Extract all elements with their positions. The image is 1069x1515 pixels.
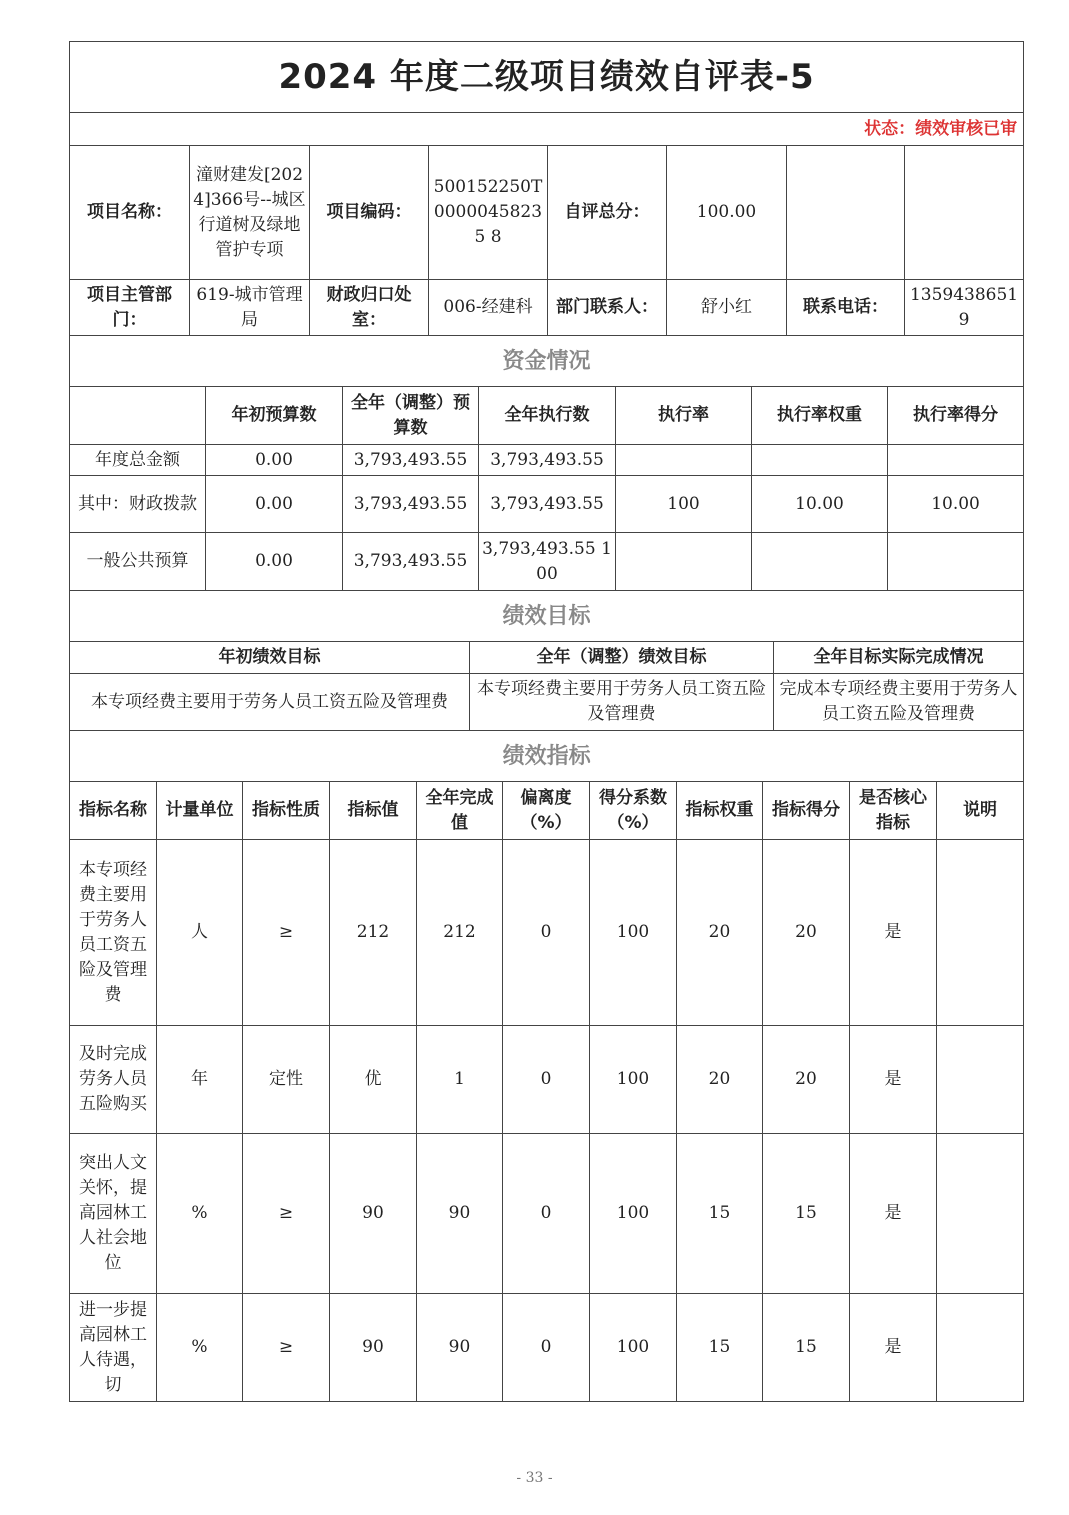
score-value: 100.00: [667, 146, 787, 280]
project-name-label: 项目名称：: [70, 146, 190, 280]
table-row: [70, 1134, 1024, 1294]
indicator-header: 说明: [937, 782, 1024, 840]
funds-cell: 3,793,493.55: [343, 476, 479, 533]
contact-value: 舒小红: [667, 280, 787, 336]
funds-cell: 3,793,493.55: [343, 533, 479, 591]
goals-section-title: 绩效目标: [70, 591, 1024, 642]
indicator-cell: 20: [677, 1026, 763, 1134]
indicator-cell: [937, 1294, 1024, 1402]
table-row: [70, 476, 1024, 533]
indicator-cell: [937, 1134, 1024, 1294]
indicator-cell: 优: [330, 1026, 417, 1134]
indicator-cell: 年: [157, 1026, 243, 1134]
funds-cell: 3,793,493.55: [479, 476, 616, 533]
indicator-cell: 15: [677, 1294, 763, 1402]
indicator-cell: 进一步提高园林工人待遇，切: [70, 1294, 157, 1402]
table-row: [70, 674, 1024, 731]
table-row: [70, 1026, 1024, 1134]
indicator-cell: 15: [677, 1134, 763, 1294]
indicator-cell: ≥: [243, 1294, 330, 1402]
status-badge: 状态：绩效审核已审: [70, 113, 1024, 146]
indicator-header: 计量单位: [157, 782, 243, 840]
indicator-cell: 突出人文关怀，提高园林工人社会地位: [70, 1134, 157, 1294]
indicator-cell: ≥: [243, 1134, 330, 1294]
empty-cell: [905, 146, 1024, 280]
info-table: [69, 41, 1024, 336]
funds-cell: [888, 445, 1024, 476]
funds-cell: 年度总金额: [70, 445, 206, 476]
funds-cell: [616, 445, 752, 476]
indicator-cell: 人: [157, 840, 243, 1026]
funds-header: 全年执行数: [479, 387, 616, 445]
funds-cell: 3,793,493.55: [343, 445, 479, 476]
funds-cell: 一般公共预算: [70, 533, 206, 591]
funds-cell: 0.00: [206, 445, 343, 476]
table-row: [70, 533, 1024, 591]
indicator-cell: 本专项经费主要用于劳务人员工资五险及管理费: [70, 840, 157, 1026]
funds-header: 执行率得分: [888, 387, 1024, 445]
indicator-cell: 0: [503, 1294, 590, 1402]
empty-cell: [787, 146, 905, 280]
dept-label: 项目主管部门：: [70, 280, 190, 336]
indicator-cell: 90: [330, 1294, 417, 1402]
goals-header: 全年（调整）绩效目标: [470, 642, 774, 674]
indicator-cell: 是: [850, 1134, 937, 1294]
indicator-header: 偏离度（%）: [503, 782, 590, 840]
indicator-header: 全年完成值: [417, 782, 503, 840]
funds-cell: [752, 445, 888, 476]
project-name: 潼财建发[2024]366号--城区行道树及绿地管护专项: [190, 146, 310, 280]
indicator-cell: [937, 840, 1024, 1026]
project-code: 500152250T00000458235 8: [429, 146, 548, 280]
indicator-cell: 15: [763, 1134, 850, 1294]
indicator-header: 指标权重: [677, 782, 763, 840]
indicator-header: 是否核心指标: [850, 782, 937, 840]
indicator-cell: 90: [417, 1134, 503, 1294]
indicator-cell: 212: [330, 840, 417, 1026]
dept-value: 619-城市管理局: [190, 280, 310, 336]
goals-header: 全年目标实际完成情况: [774, 642, 1024, 674]
indicator-cell: 90: [417, 1294, 503, 1402]
funds-table: [69, 335, 1024, 591]
page-title: 2024 年度二级项目绩效自评表-5: [70, 42, 1024, 113]
indicator-cell: 100: [590, 1294, 677, 1402]
score-label: 自评总分：: [548, 146, 667, 280]
indicator-cell: 0: [503, 840, 590, 1026]
indicator-cell: ≥: [243, 840, 330, 1026]
contact-label: 部门联系人：: [548, 280, 667, 336]
funds-cell: 0.00: [206, 533, 343, 591]
indicator-cell: 100: [590, 1026, 677, 1134]
funds-header: 执行率权重: [752, 387, 888, 445]
indicator-cell: 0: [503, 1134, 590, 1294]
funds-header: 全年（调整）预算数: [343, 387, 479, 445]
funds-cell: 0.00: [206, 476, 343, 533]
indicator-header: 指标性质: [243, 782, 330, 840]
goal-actual: 完成本专项经费主要用于劳务人员工资五险及管理费: [774, 674, 1024, 731]
goals-table: [69, 590, 1024, 731]
funds-section-title: 资金情况: [70, 336, 1024, 387]
indicator-header: 指标名称: [70, 782, 157, 840]
funds-header: 年初预算数: [206, 387, 343, 445]
project-code-label: 项目编码：: [310, 146, 429, 280]
page-number: - 33 -: [516, 1470, 553, 1486]
indicator-cell: 20: [677, 840, 763, 1026]
indicator-cell: 100: [590, 840, 677, 1026]
indicator-cell: 0: [503, 1026, 590, 1134]
indicator-cell: 定性: [243, 1026, 330, 1134]
funds-header: 执行率: [616, 387, 752, 445]
finance-value: 006-经建科: [429, 280, 548, 336]
funds-cell: 100: [616, 476, 752, 533]
funds-cell: 其中：财政拨款: [70, 476, 206, 533]
funds-cell: [888, 533, 1024, 591]
evaluation-form: [69, 41, 1023, 1402]
table-row: [70, 445, 1024, 476]
goal-adjusted: 本专项经费主要用于劳务人员工资五险及管理费: [470, 674, 774, 731]
funds-cell: 10.00: [752, 476, 888, 533]
funds-cell: 3,793,493.55 100: [479, 533, 616, 591]
indicator-cell: 90: [330, 1134, 417, 1294]
phone-value: 13594386519: [905, 280, 1024, 336]
indicator-cell: 212: [417, 840, 503, 1026]
indicator-cell: 及时完成劳务人员五险购买: [70, 1026, 157, 1134]
indicator-cell: 15: [763, 1294, 850, 1402]
table-row: [70, 1294, 1024, 1402]
funds-cell: 3,793,493.55: [479, 445, 616, 476]
indicator-cell: 是: [850, 840, 937, 1026]
indicator-cell: 100: [590, 1134, 677, 1294]
indicator-cell: 1: [417, 1026, 503, 1134]
indicator-cell: %: [157, 1134, 243, 1294]
indicator-header: 得分系数（%）: [590, 782, 677, 840]
indicator-cell: 是: [850, 1026, 937, 1134]
indicator-cell: 20: [763, 840, 850, 1026]
indicators-table: [69, 730, 1024, 1402]
indicator-cell: 是: [850, 1294, 937, 1402]
indicators-section-title: 绩效指标: [70, 731, 1024, 782]
indicator-cell: [937, 1026, 1024, 1134]
funds-header: [70, 387, 206, 445]
indicator-cell: 20: [763, 1026, 850, 1134]
goals-header: 年初绩效目标: [70, 642, 470, 674]
funds-cell: [616, 533, 752, 591]
table-row: [70, 840, 1024, 1026]
funds-cell: 10.00: [888, 476, 1024, 533]
phone-label: 联系电话：: [787, 280, 905, 336]
finance-label: 财政归口处室：: [310, 280, 429, 336]
goal-initial: 本专项经费主要用于劳务人员工资五险及管理费: [70, 674, 470, 731]
indicator-cell: %: [157, 1294, 243, 1402]
funds-cell: [752, 533, 888, 591]
indicator-header: 指标值: [330, 782, 417, 840]
indicator-header: 指标得分: [763, 782, 850, 840]
